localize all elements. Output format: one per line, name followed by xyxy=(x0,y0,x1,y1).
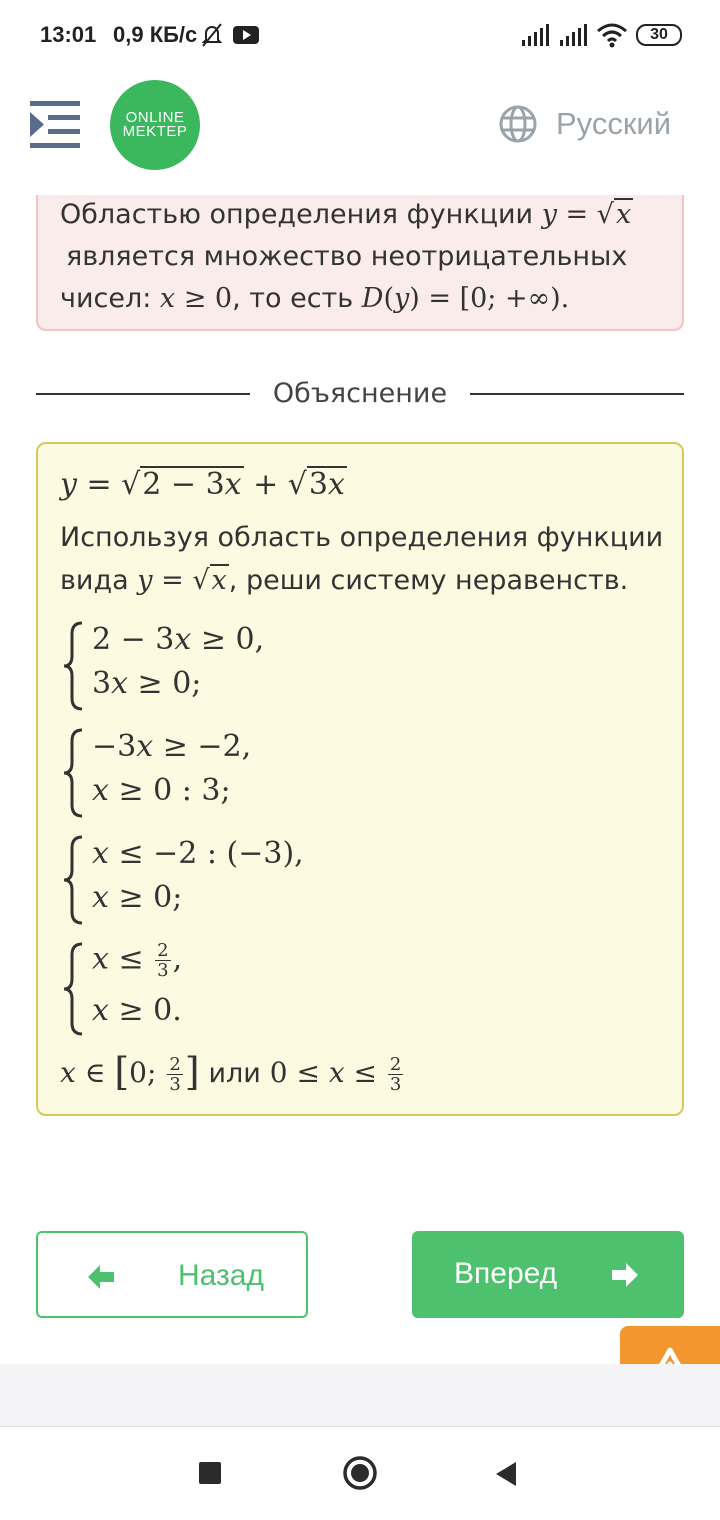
app-header xyxy=(0,70,720,195)
answer-line: x ∈ [0; $\frac{2}{3}$ ] или 0 ≤ x ≤ $\frac{2}{3}$ xyxy=(60,1050,402,1095)
divider-line-right xyxy=(470,393,684,395)
intro-line-2 xyxy=(60,564,628,596)
logo-text-2: MEKTEP xyxy=(122,123,188,140)
onlinemektep-logo[interactable] xyxy=(110,80,200,170)
globe-icon xyxy=(498,104,538,144)
hint-text-b: является множество неотрицательных xyxy=(66,241,628,272)
back-button-label: Назад xyxy=(178,1259,264,1292)
battery-indicator: 30 xyxy=(636,24,682,46)
brace-2 xyxy=(60,727,90,819)
system-1-row-2: 3x ≥ 0; xyxy=(92,666,202,701)
answer-or: или xyxy=(208,1058,261,1089)
hint-formula-2: x ≥ 0 xyxy=(159,283,233,314)
nav-recents-icon[interactable] xyxy=(199,1462,221,1484)
next-button[interactable] xyxy=(412,1231,684,1318)
explanation-box xyxy=(36,442,684,1116)
footer-band xyxy=(0,1364,720,1426)
divider-label: Объяснение xyxy=(272,378,448,409)
logo-text-1: ONLINE xyxy=(125,109,185,126)
explanation-divider xyxy=(36,374,684,414)
arrow-left-icon xyxy=(86,1263,116,1291)
language-label: Русский xyxy=(556,106,672,141)
next-button-label: Вперед xyxy=(454,1257,558,1290)
nav-back-icon[interactable] xyxy=(494,1460,518,1488)
hint-text-c: чисел: xyxy=(60,283,152,314)
system-2-row-2: x ≥ 0 : 3; xyxy=(92,773,231,808)
language-selector[interactable] xyxy=(498,104,671,144)
system-1-row-1: 2 − 3x ≥ 0, xyxy=(92,622,265,657)
signal-icon-2 xyxy=(558,24,588,46)
system-4-row-1: x ≤ $\frac{2}{3}$ , xyxy=(92,940,183,981)
function-formula: y = √2 − 3x + √3x xyxy=(60,467,345,502)
hint-formula-1: y = √x xyxy=(541,199,632,230)
hint-formula-3: D(y) = [0; +∞). xyxy=(361,283,570,314)
status-bar xyxy=(0,0,720,70)
system-2-row-1: −3x ≥ −2, xyxy=(92,729,252,764)
intro-text-3: , реши систему неравенств. xyxy=(228,565,629,596)
status-time: 13:01 xyxy=(40,22,97,47)
wifi-icon xyxy=(596,22,628,48)
signal-icon xyxy=(520,24,550,46)
bell-off-icon xyxy=(200,22,224,48)
status-network-speed: 0,9 КБ/с xyxy=(113,22,198,47)
youtube-icon xyxy=(233,26,259,44)
brace-4 xyxy=(60,941,90,1037)
hint-text-d: , то есть xyxy=(232,283,354,314)
intro-formula: y = √x xyxy=(137,565,227,596)
system-4-row-2: x ≥ 0. xyxy=(92,993,182,1028)
brace-1 xyxy=(60,620,90,712)
system-3-row-2: x ≥ 0; xyxy=(92,880,183,915)
nav-home-icon[interactable] xyxy=(342,1455,378,1491)
back-button[interactable] xyxy=(36,1231,308,1318)
system-nav-bar xyxy=(0,1426,720,1520)
intro-text-1: Используя область определения функции xyxy=(60,522,664,553)
system-3-row-1: x ≤ −2 : (−3), xyxy=(92,836,304,871)
intro-text-2: вида xyxy=(60,565,129,596)
hint-text-a: Областью определения функции xyxy=(60,199,534,230)
menu-icon[interactable] xyxy=(30,101,82,149)
brace-3 xyxy=(60,834,90,926)
arrow-right-icon xyxy=(610,1261,640,1289)
